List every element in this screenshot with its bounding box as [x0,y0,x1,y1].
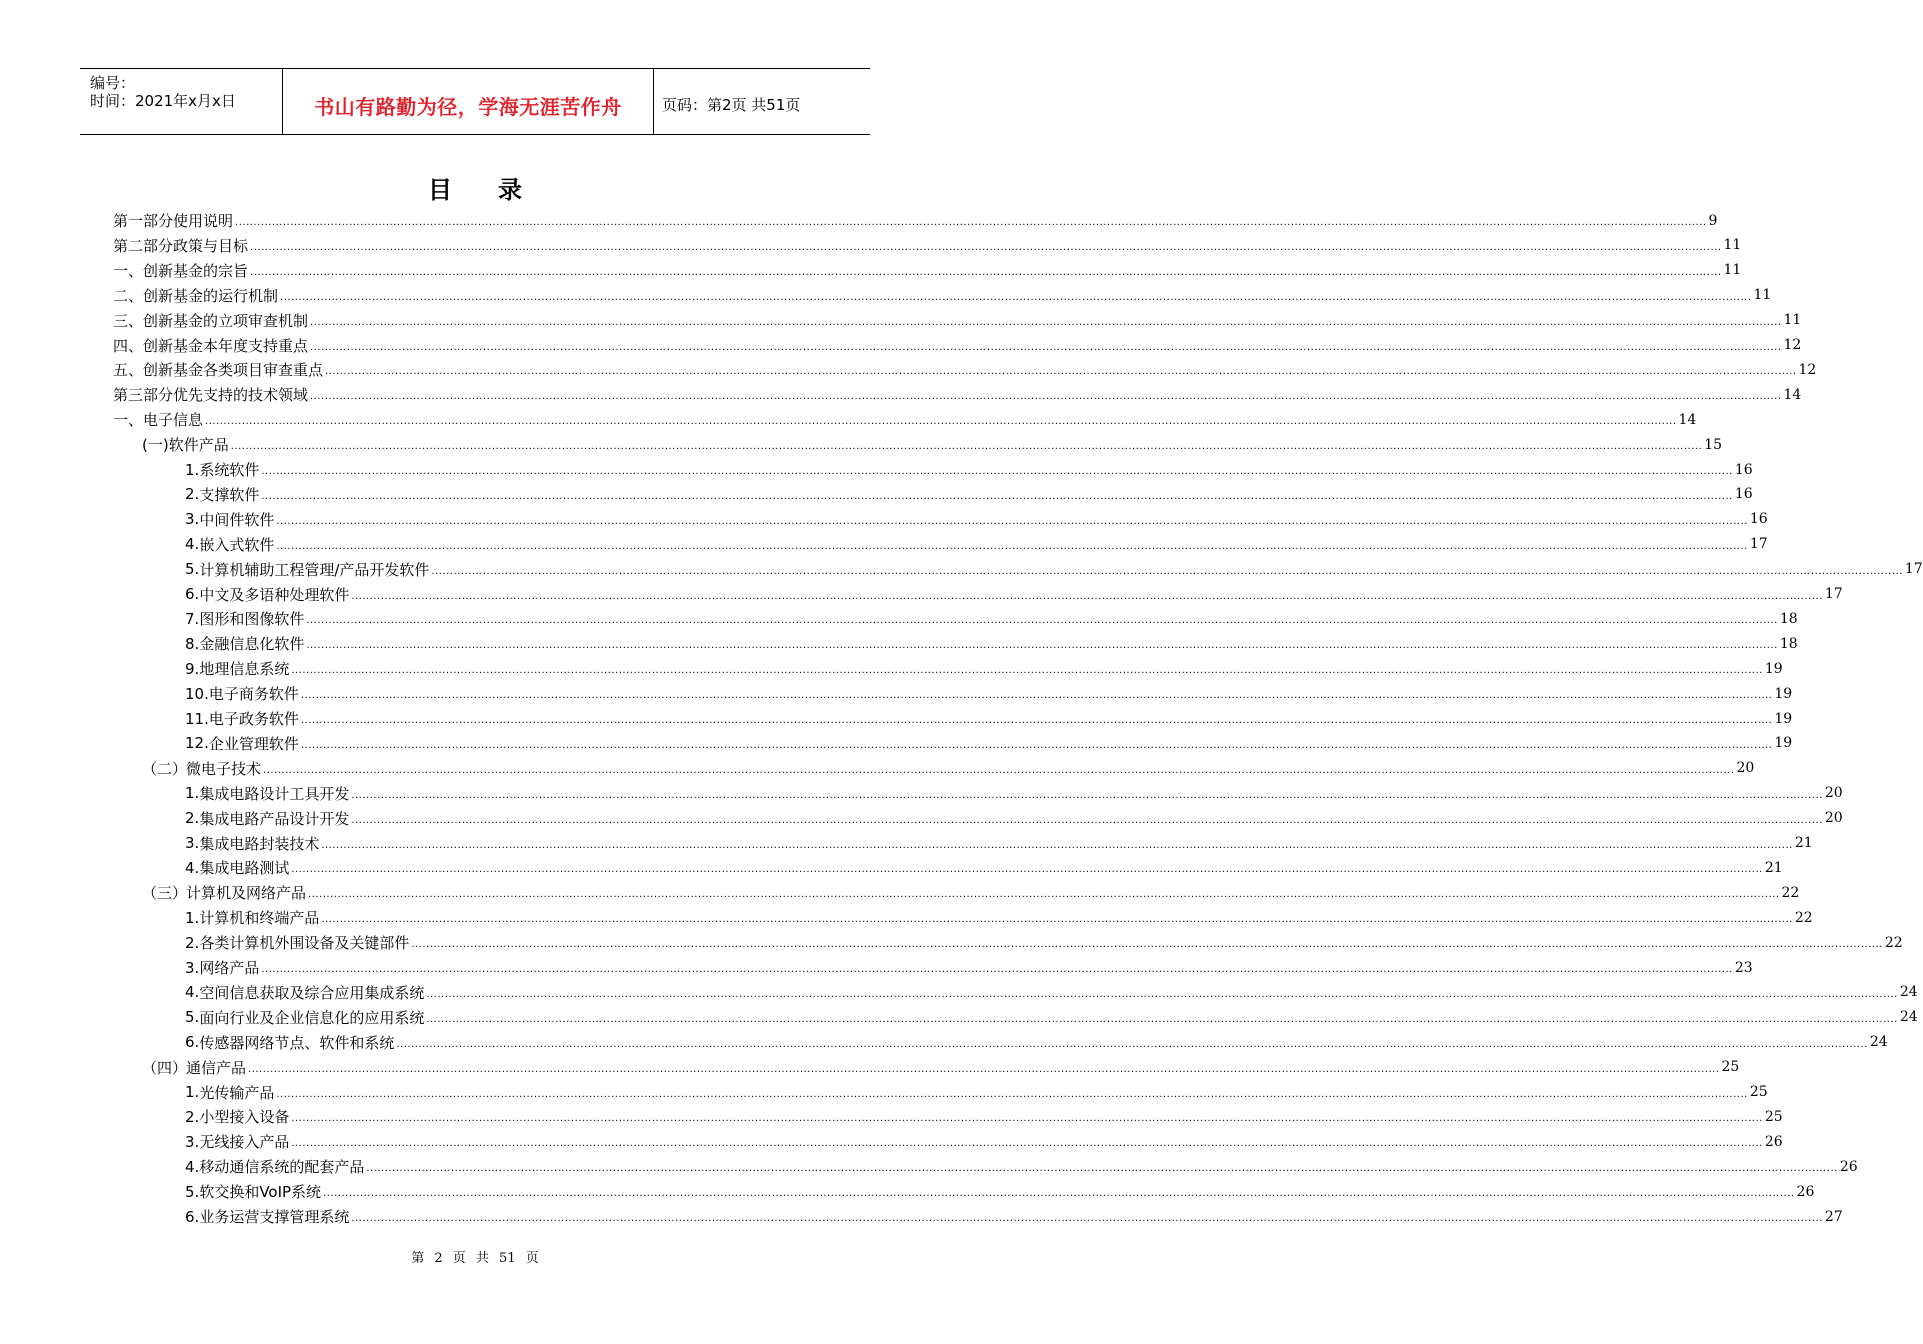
toc-entry-number: 第三部分 [113,386,174,405]
toc-leader-dots: ................................................................................................................................................................................................................................................................................................................................................................................................................ [306,615,1778,627]
toc-entry-page: 22 [1884,934,1903,951]
toc-entry-page: 20 [1736,760,1755,777]
toc-entry[interactable] [185,855,1783,880]
toc-leader-dots: ................................................................................................................................................................................................................................................................................................................................................................................................................ [310,341,1782,353]
toc-entry[interactable] [113,357,1817,382]
toc-entry-page: 11 [1783,312,1802,329]
toc-leader-dots: ................................................................................................................................................................................................................................................................................................................................................................................................................ [310,316,1782,328]
toc-entry-title: 创新基金的立项审查机制 [143,311,309,330]
toc-entry[interactable] [185,1179,1815,1204]
toc-entry-page: 22 [1794,909,1813,926]
toc-entry[interactable] [142,1055,1740,1080]
toc-entry-title: 电子政务软件 [208,710,299,728]
toc-entry-number: 2. [185,485,200,504]
toc-entry-number: 2. [185,933,200,952]
toc-entry-page: 16 [1734,461,1753,478]
toc-entry[interactable] [185,1154,1858,1179]
toc-leader-dots: ................................................................................................................................................................................................................................................................................................................................................................................................................ [276,1088,1748,1100]
toc-leader-dots: ................................................................................................................................................................................................................................................................................................................................................................................................................ [351,789,1823,801]
toc-leader-dots: ................................................................................................................................................................................................................................................................................................................................................................................................................ [205,416,1677,428]
toc-entry-number: （三） [142,884,188,903]
toc-leader-dots: ................................................................................................................................................................................................................................................................................................................................................................................................................ [321,914,1793,926]
toc-entry-title: 面向行业及企业信息化的应用系统 [199,1008,425,1027]
toc-leader-dots: ................................................................................................................................................................................................................................................................................................................................................................................................................ [426,1013,1898,1025]
toc-entry-title: 集成电路设计工具开发 [199,784,350,803]
toc-entry-title: 创新基金本年度支持重点 [143,336,309,355]
header-page-label: 页码：第2页 共51页 [662,96,801,114]
toc-entry-page: 17 [1904,561,1923,578]
toc-entry[interactable] [185,631,1798,656]
toc-entry-number: 6. [185,585,200,603]
toc-leader-dots: ................................................................................................................................................................................................................................................................................................................................................................................................................ [396,1038,1868,1050]
toc-entry[interactable] [185,831,1813,856]
toc-entry-number: 第一部分 [113,212,174,230]
toc-entry-page: 24 [1899,1009,1918,1026]
toc-leader-dots: ................................................................................................................................................................................................................................................................................................................................................................................................................ [351,1213,1823,1224]
toc-entry-title: 空间信息获取及综合应用集成系统 [199,983,425,1002]
code-label: 编号： [90,74,136,92]
toc-entry-title: 业务运营支撑管理系统 [199,1208,350,1226]
toc-entry-title: 使用说明 [173,212,234,230]
toc-entry[interactable] [113,407,1697,432]
toc-entry-title: 中文及多语种处理软件 [199,585,350,604]
toc-entry[interactable] [185,1204,1843,1229]
toc-entry-title: 地理信息系统 [199,660,290,679]
toc-leader-dots: ................................................................................................................................................................................................................................................................................................................................................................................................................ [248,1063,1720,1075]
toc-entry-page: 11 [1723,237,1742,254]
toc-entry-title: 软件产品 [168,436,229,455]
toc-entry-page: 16 [1734,486,1753,503]
toc-entry-title: 图形和图像软件 [199,610,305,629]
toc-entry-page: 19 [1764,660,1783,677]
toc-entry-number: 二、 [113,286,144,305]
toc-entry[interactable] [113,208,1718,233]
toc-entry[interactable] [185,731,1793,756]
toc-entry[interactable] [185,457,1753,482]
toc-entry-number: 3. [185,1132,200,1151]
toc-entry-page: 20 [1824,810,1843,827]
toc-title: 目录 [428,176,568,204]
toc-entry-title: 电子信息 [143,411,204,430]
toc-leader-dots: ................................................................................................................................................................................................................................................................................................................................................................................................................ [323,1188,1795,1200]
toc-entry-title: 移动通信系统的配套产品 [199,1158,365,1177]
toc-entry[interactable] [185,1080,1768,1105]
toc-entry-number: 五、 [113,361,144,380]
toc-entry-title: 网络产品 [199,959,260,977]
toc-entry[interactable] [185,656,1783,681]
toc-entry[interactable] [185,1129,1783,1154]
toc-entry-number: 3. [185,958,200,977]
toc-entry-page: 19 [1774,735,1793,752]
toc-entry-page: 27 [1824,1208,1843,1225]
toc-entry-title: 计算机和终端产品 [199,909,320,928]
toc-entry-number: 三、 [113,311,144,330]
toc-entry[interactable] [113,333,1802,358]
toc-entry-number: 9. [185,659,200,678]
toc-entry-title: 政策与目标 [173,236,249,255]
toc-entry-number: （二） [142,759,188,778]
toc-entry[interactable] [185,582,1843,607]
toc-entry-number: 1. [185,460,200,479]
time-label: 时间：2021年x月x日 [90,92,236,110]
toc-entry-number: 4. [185,983,200,1002]
toc-entry-page: 18 [1779,635,1798,652]
header-meta-cell [80,69,282,134]
toc-leader-dots: ................................................................................................................................................................................................................................................................................................................................................................................................................ [250,241,1722,253]
toc-entry-number: 12. [185,734,209,753]
toc-entry-page: 11 [1753,287,1772,304]
toc-leader-dots: ................................................................................................................................................................................................................................................................................................................................................................................................................ [291,864,1763,876]
toc-entry-number: 4. [185,858,200,877]
toc-entry[interactable] [185,781,1843,806]
toc-entry[interactable] [142,432,1723,457]
toc-entry[interactable] [185,681,1793,706]
toc-entry-page: 11 [1723,262,1742,279]
toc-entry[interactable] [113,258,1742,283]
toc-leader-dots: ................................................................................................................................................................................................................................................................................................................................................................................................................ [306,640,1778,652]
toc-leader-dots: ................................................................................................................................................................................................................................................................................................................................................................................................................ [261,490,1733,502]
toc-entry-page: 12 [1783,337,1802,353]
toc-entry-number: 1. [185,784,200,803]
toc-entry[interactable] [185,482,1753,507]
toc-entry[interactable] [185,980,1918,1005]
toc-entry-number: （四） [142,1058,188,1077]
toc-entry-title: 计算机及网络产品 [186,884,307,903]
toc-entry-number: 1. [185,1083,200,1101]
toc-entry-number: 5. [185,1182,200,1201]
toc-entry-page: 24 [1899,984,1918,1001]
toc-leader-dots: ................................................................................................................................................................................................................................................................................................................................................................................................................ [230,441,1703,453]
toc-leader-dots: ................................................................................................................................................................................................................................................................................................................................................................................................................ [261,466,1733,477]
toc-leader-dots: ................................................................................................................................................................................................................................................................................................................................................................................................................ [325,366,1797,378]
page-header [80,68,870,135]
toc-entry[interactable] [185,806,1843,831]
toc-entry-title: 通信产品 [186,1058,247,1077]
toc-entry-page: 12 [1798,361,1817,378]
toc-entry-number: 一、 [113,411,144,430]
toc-entry-number: 2. [185,809,200,828]
toc-leader-dots: ................................................................................................................................................................................................................................................................................................................................................................................................................ [431,565,1903,577]
header-motto: 书山有路勤为径，学海无涯苦作舟 [314,95,622,119]
toc-entry-page: 26 [1839,1158,1858,1175]
toc-entry-page: 18 [1779,610,1798,627]
toc-entry-title: 各类计算机外围设备及关键部件 [199,934,410,953]
toc-entry[interactable] [142,756,1755,781]
toc-leader-dots: ................................................................................................................................................................................................................................................................................................................................................................................................................ [351,814,1823,826]
toc-entry-page: 15 [1704,436,1723,453]
toc-entry-page: 25 [1749,1084,1768,1100]
toc-entry[interactable] [185,532,1768,557]
toc-entry-page: 25 [1721,1059,1740,1076]
toc-leader-dots: ................................................................................................................................................................................................................................................................................................................................................................................................................ [276,515,1748,527]
toc-entry-title: 计算机辅助工程管理/产品开发软件 [199,560,430,579]
toc-entry-title: 微电子技术 [186,759,262,778]
header-motto-cell [282,69,654,134]
toc-leader-dots: ................................................................................................................................................................................................................................................................................................................................................................................................................ [300,739,1773,751]
toc-entry-title: 优先支持的技术领域 [173,386,309,405]
toc-entry[interactable] [142,880,1800,905]
toc-entry-number: 四、 [113,336,144,355]
toc-entry-number: 6. [185,1207,200,1226]
toc-entry-page: 17 [1749,536,1768,553]
toc-entry[interactable] [185,1030,1888,1055]
toc-entry-page: 26 [1764,1133,1783,1150]
toc-entry-number: 2. [185,1107,200,1126]
toc-entry-page: 19 [1774,685,1793,702]
toc-leader-dots: ................................................................................................................................................................................................................................................................................................................................................................................................................ [291,1113,1763,1125]
toc-entry-page: 9 [1708,212,1718,229]
toc-entry-number: 一、 [113,261,144,280]
toc-leader-dots: ................................................................................................................................................................................................................................................................................................................................................................................................................ [351,590,1823,602]
toc-entry-title: 支撑软件 [199,485,260,504]
toc-entry-title: 金融信息化软件 [199,635,305,654]
toc-entry-title: 创新基金的宗旨 [143,261,249,280]
toc-entry[interactable] [113,308,1802,333]
toc-entry-title: 电子商务软件 [208,685,299,704]
toc-leader-dots: ................................................................................................................................................................................................................................................................................................................................................................................................................ [250,266,1722,278]
toc-entry-title: 中间件软件 [199,510,275,529]
toc-entry[interactable] [113,233,1742,258]
toc-entry-title: 小型接入设备 [199,1108,290,1127]
toc-entry-page: 21 [1764,859,1783,876]
toc-entry-page: 23 [1734,959,1753,976]
toc-leader-dots: ................................................................................................................................................................................................................................................................................................................................................................................................................ [291,1138,1763,1150]
toc-entry-page: 21 [1794,835,1813,851]
toc-entry-number: 第二部分 [113,236,174,255]
toc-leader-dots: ................................................................................................................................................................................................................................................................................................................................................................................................................ [280,291,1752,303]
toc-leader-dots: ................................................................................................................................................................................................................................................................................................................................................................................................................ [263,764,1735,776]
toc-leader-dots: ................................................................................................................................................................................................................................................................................................................................................................................................................ [426,988,1898,1000]
toc-entry-title: 创新基金的运行机制 [143,286,279,305]
toc-entry-number: 6. [185,1033,200,1052]
toc-leader-dots: ................................................................................................................................................................................................................................................................................................................................................................................................................ [300,690,1773,702]
toc-leader-dots: ................................................................................................................................................................................................................................................................................................................................................................................................................ [261,964,1733,975]
toc-entry[interactable] [185,955,1753,980]
toc-leader-dots: ................................................................................................................................................................................................................................................................................................................................................................................................................ [310,391,1782,403]
toc-entry-page: 20 [1824,785,1843,802]
header-page-cell [654,69,870,134]
toc-entry-number: 11. [185,709,209,728]
toc-entry-page: 14 [1783,386,1802,403]
toc-entry-title: 无线接入产品 [199,1133,290,1152]
toc-entry-page: 24 [1869,1034,1888,1051]
toc-entry-page: 25 [1764,1108,1783,1125]
toc-entry[interactable] [185,557,1923,582]
toc-leader-dots: ................................................................................................................................................................................................................................................................................................................................................................................................................ [366,1163,1838,1175]
toc-entry[interactable] [185,706,1793,731]
toc-entry-number: 5. [185,560,200,579]
toc-entry-number: 4. [185,1157,200,1176]
toc-leader-dots: ................................................................................................................................................................................................................................................................................................................................................................................................................ [411,939,1883,951]
toc-entry-number: 4. [185,535,200,554]
toc-entry[interactable] [185,606,1798,631]
toc-entry-page: 22 [1781,884,1800,901]
page-footer: 第 2 页 共 51 页 [411,1251,539,1266]
toc-entry-number: 10. [185,684,209,703]
toc-leader-dots: ................................................................................................................................................................................................................................................................................................................................................................................................................ [291,665,1763,677]
toc-entry[interactable] [185,507,1768,532]
toc-leader-dots: ................................................................................................................................................................................................................................................................................................................................................................................................................ [300,715,1773,726]
toc-entry-title: 企业管理软件 [208,734,299,753]
toc-entry-number: 8. [185,634,200,653]
toc-entry[interactable] [185,930,1903,955]
toc-entry-page: 16 [1749,511,1768,528]
toc-leader-dots: ................................................................................................................................................................................................................................................................................................................................................................................................................ [308,889,1780,901]
toc-entry-page: 17 [1824,586,1843,602]
toc-entry-title: 传感器网络节点、软件和系统 [199,1033,395,1052]
toc-entry-title: 创新基金各类项目审查重点 [143,361,324,380]
toc-entry-page: 19 [1774,710,1793,727]
toc-entry-title: 软交换和VoIP系统 [199,1183,322,1202]
toc-leader-dots: ................................................................................................................................................................................................................................................................................................................................................................................................................ [276,540,1748,552]
toc-entry-page: 26 [1796,1183,1815,1200]
toc-entry[interactable] [185,905,1813,930]
toc-entry-title: 集成电路产品设计开发 [199,809,350,828]
toc-entry-number: 7. [185,609,200,628]
toc-entry[interactable] [185,1104,1783,1129]
toc-leader-dots: ................................................................................................................................................................................................................................................................................................................................................................................................................ [235,217,1707,228]
toc-entry-page: 14 [1678,411,1697,428]
toc-entry[interactable] [185,1005,1918,1030]
toc-entry-number: (一) [142,436,169,455]
toc-entry-title: 光传输产品 [199,1083,275,1102]
toc-entry-title: 集成电路测试 [199,859,290,878]
toc-entry-number: 5. [185,1008,200,1027]
toc-entry-number: 1. [185,908,200,927]
toc-entry-title: 系统软件 [199,461,260,479]
toc-entry-number: 3. [185,510,200,529]
toc-entry-title: 嵌入式软件 [199,535,275,554]
toc-entry-title: 集成电路封装技术 [199,834,320,853]
toc-entry[interactable] [113,283,1772,308]
toc-entry[interactable] [113,382,1802,407]
toc-entry-number: 3. [185,834,200,852]
toc-leader-dots: ................................................................................................................................................................................................................................................................................................................................................................................................................ [321,839,1793,851]
